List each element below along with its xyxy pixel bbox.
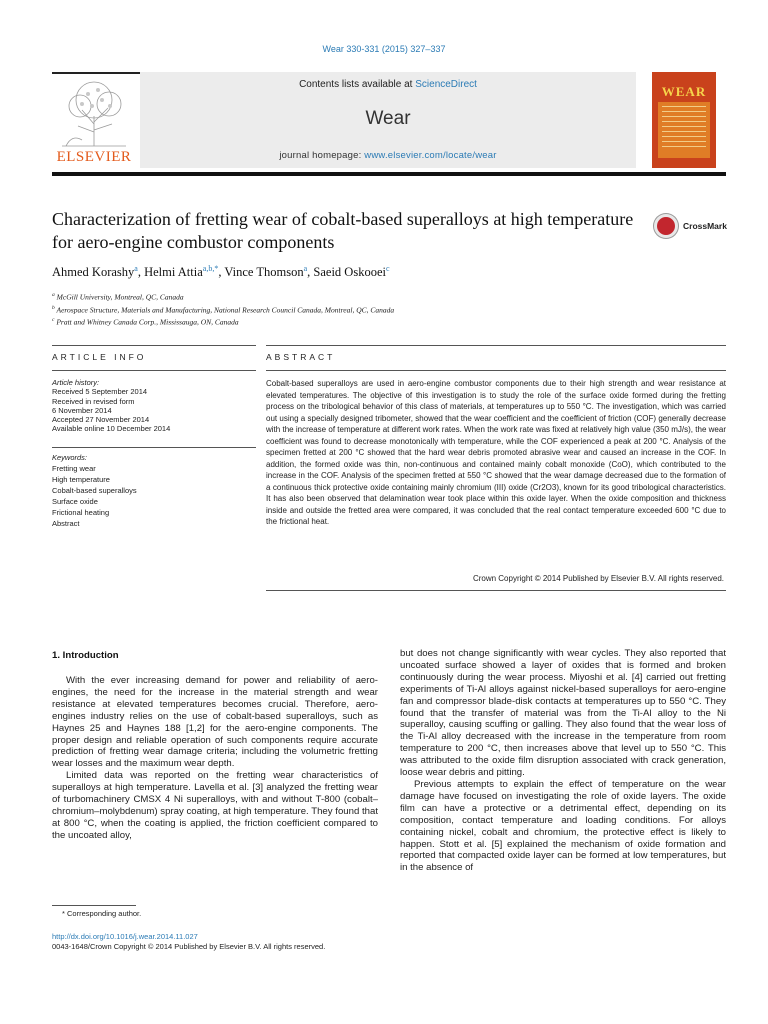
journal-homepage-line [140,150,636,161]
author-name: Vince Thomson [224,265,304,280]
body-paragraph: but does not change significantly with wear cycles. They also reported that uncoated surface showed a layer of oxides that is formed and broken continuously during the wear process. Miyoshi et al. [4] carried out fretting experiments of Ti-Al alloys against nickel-based superalloys for aero-engine fan and compressor blade-disk contacts at temperatures up to 550 °C. They found that the transfer of material was from the Ti-Al alloy to the Ni superalloy, causing scuffing or galling. They also found that the wear loss of the Ti-Al alloy decreased with the increase in the temperature from room temperature to 200 °C, then increases above that level up to 550 °C. This was attributed to the oxide film disruption associated with crack generation, loose wear debris and pitting. [400,648,726,779]
author-name: Helmi Attia [144,265,203,280]
history-item: Available online 10 December 2014 [52,424,171,434]
affiliation-marker: b [52,304,55,311]
history-item: Received 5 September 2014 [52,387,148,397]
doi-link[interactable]: http://dx.doi.org/10.1016/j.wear.2014.11.027 [52,932,198,941]
history-item: Accepted 27 November 2014 [52,415,150,425]
abstract-heading: ABSTRACT [266,352,336,362]
article-history [52,378,170,434]
abstract-rule [266,345,726,346]
affiliation-text: McGill University, Montreal, QC, Canada [56,292,184,302]
affiliation-marker: a [52,292,55,298]
article-title: Characterization of fretting wear of cobalt-based superalloys at high temperature for aero-engine combustor components [52,209,634,252]
affiliation-item [52,303,394,316]
history-item: Received in revised form [52,396,135,406]
elsevier-tree-icon [52,76,136,148]
article-info-rule [52,370,256,371]
journal-name: Wear [365,108,411,129]
body-paragraph: With the ever increasing demand for power and reliability of aero-engines, the need for the increase in the material strength and wear resistance at elevated temperatures becomes crucial. Therefore, aero-engines industry relies on the use of cobalt-based superalloys, such as Haynes 25 and Haynes 188 [1,2] for the aero-engine components. The proper design and reliable operation of such components require accurate prediction of fretting wear damage criteria; including the volumetric fretting wear losses and the maximum wear depth. [52,675,378,770]
abstract-rule [266,370,726,371]
crossmark-label: CrossMark [683,221,727,231]
elsevier-wordmark: ELSEVIER [56,149,132,165]
affiliation-text: Aerospace Structure, Materials and Manufacturing, National Research Council Canada, Montreal, QC, Canada [56,305,395,314]
history-title: Article history: [52,378,100,387]
keyword-item: High temperature [52,475,110,484]
abstract-text: Cobalt-based superalloys are used in aero-engine combustor components due to their high strength and wear resistance at elevated temperatures. The objective of this investigation is to study the role of the surface oxide formed during the fretting process on the tribological behavior of this class of materials, at temperatures up to 550 °C. The investigation, which was carried out using a specially designed tribometer, showed that the wear coefficient and the coefficient of friction (COF) generally decrease with the increase of temperature at different work rates. When the work rate was fixed at relatively high value (350 mJ/s), the wear coefficient was found to decrease monotonically with temperature, while the COF experienced a peak at 200 °C. Analysis of the specimen fretted at 200 °C showed that the hard wear debris promoted abrasive wear and caused an increase in the COF. In addition, the formed oxide was thin, non-continuous and contained mainly cobalt monoxide (CoO), which contributed to the increase in the COF. Analysis of the specimen fretted at 550 °C showed that the wear damage decreased due to the formation of a continuous thick protective oxide containing mainly chromium (III) oxide (Cr2O3), known for its good tribological characteristics. It has also been observed that delamination wear took place within this oxide layer. When the oxide composition and thickness inside and outside the fretted area were compared, it was concluded that the real contact temperature exceeded 600 °C due to the frictional heat. [266,379,726,526]
keywords-title: Keywords: [52,453,88,462]
contents-prefix: Contents lists available at [299,79,416,90]
abstract-copyright: Crown Copyright © 2014 Published by Elsevier B.V. All rights reserved. [472,574,724,583]
homepage-prefix: journal homepage: [279,150,365,161]
section-heading-introduction: 1. Introduction [52,650,119,661]
affiliation-item [52,315,394,328]
footnote-rule [52,905,136,906]
body-right-column [400,648,726,874]
contents-available-line [140,79,636,90]
cover-text-lines [662,106,706,150]
article-info-rule [52,447,256,448]
elsevier-logo [52,76,136,166]
body-paragraph: Limited data was reported on the fretting wear characteristics of superalloys at high temperature. Lavella et al. [3] analyzed the fretting wear of turbomachinery CMSX 4 Ni superalloys, with and without T-800 (cobalt–chromium–molybdenum) spray coating, at high temperature. They found that at 800 °C, when the coating is applied, the friction coefficient compared to the uncoated alloy, [52,770,378,841]
body-paragraph: Previous attempts to explain the effect of temperature on the wear damage have focused on investigating the role of oxide layers. The oxide film can have a protective or a detrimental effect, depending on its composition, contact temperature and loading conditions. For alloys containing nickel, cobalt and chromium, the protective effect is likely to happen. Stott et al. [5] explained the mechanism of oxide formation and reported that compacted oxide layer can be formed at low temperatures, but in the absence of [400,778,726,874]
article-info-heading: ARTICLE INFO [52,352,147,362]
journal-homepage-link[interactable]: www.elsevier.com/locate/wear [364,150,497,161]
author-affiliation-link[interactable]: c [385,264,390,273]
author-name: Ahmed Korashy [52,265,135,280]
body-left-column [52,675,378,842]
affiliation-text: Pratt and Whitney Canada Corp., Mississauga, ON, Canada [56,317,239,327]
keyword-item: Abstract [52,519,80,528]
author-affiliation-link[interactable]: a [303,264,308,273]
crossmark-icon [654,214,678,238]
crossmark-badge[interactable] [654,214,734,238]
affiliation-marker: c [52,317,55,323]
keyword-item: Surface oxide [52,497,98,506]
abstract-rule [266,590,726,591]
author-affiliation-link[interactable]: a [134,264,138,273]
author-separator: , [137,265,145,280]
author-separator: , [218,265,225,280]
journal-cover-image[interactable] [652,72,716,168]
sciencedirect-link[interactable]: ScienceDirect [415,79,477,90]
header-thick-rule [52,172,726,176]
keyword-list [52,452,137,529]
affiliation-list [52,290,394,328]
keyword-item: Fretting wear [52,464,96,473]
corresponding-author-footnote: * Corresponding author. [62,909,142,918]
article-info-rule [52,345,256,346]
issn-copyright-line: 0043-1648/Crown Copyright © 2014 Published by Elsevier B.V. All rights reserved. [52,942,326,951]
author-separator: , [307,265,314,280]
journal-citation-link[interactable]: Wear 330-331 (2015) 327–337 [322,44,446,54]
author-affiliation-link[interactable]: a,b,* [202,264,219,273]
author-list [52,264,390,280]
history-item: 6 November 2014 [52,405,112,415]
keyword-item: Frictional heating [52,508,110,517]
keyword-item: Cobalt-based superalloys [52,486,137,495]
cover-title: WEAR [661,84,707,99]
author-name: Saeid Oskooei [313,265,386,280]
affiliation-item [52,290,394,303]
